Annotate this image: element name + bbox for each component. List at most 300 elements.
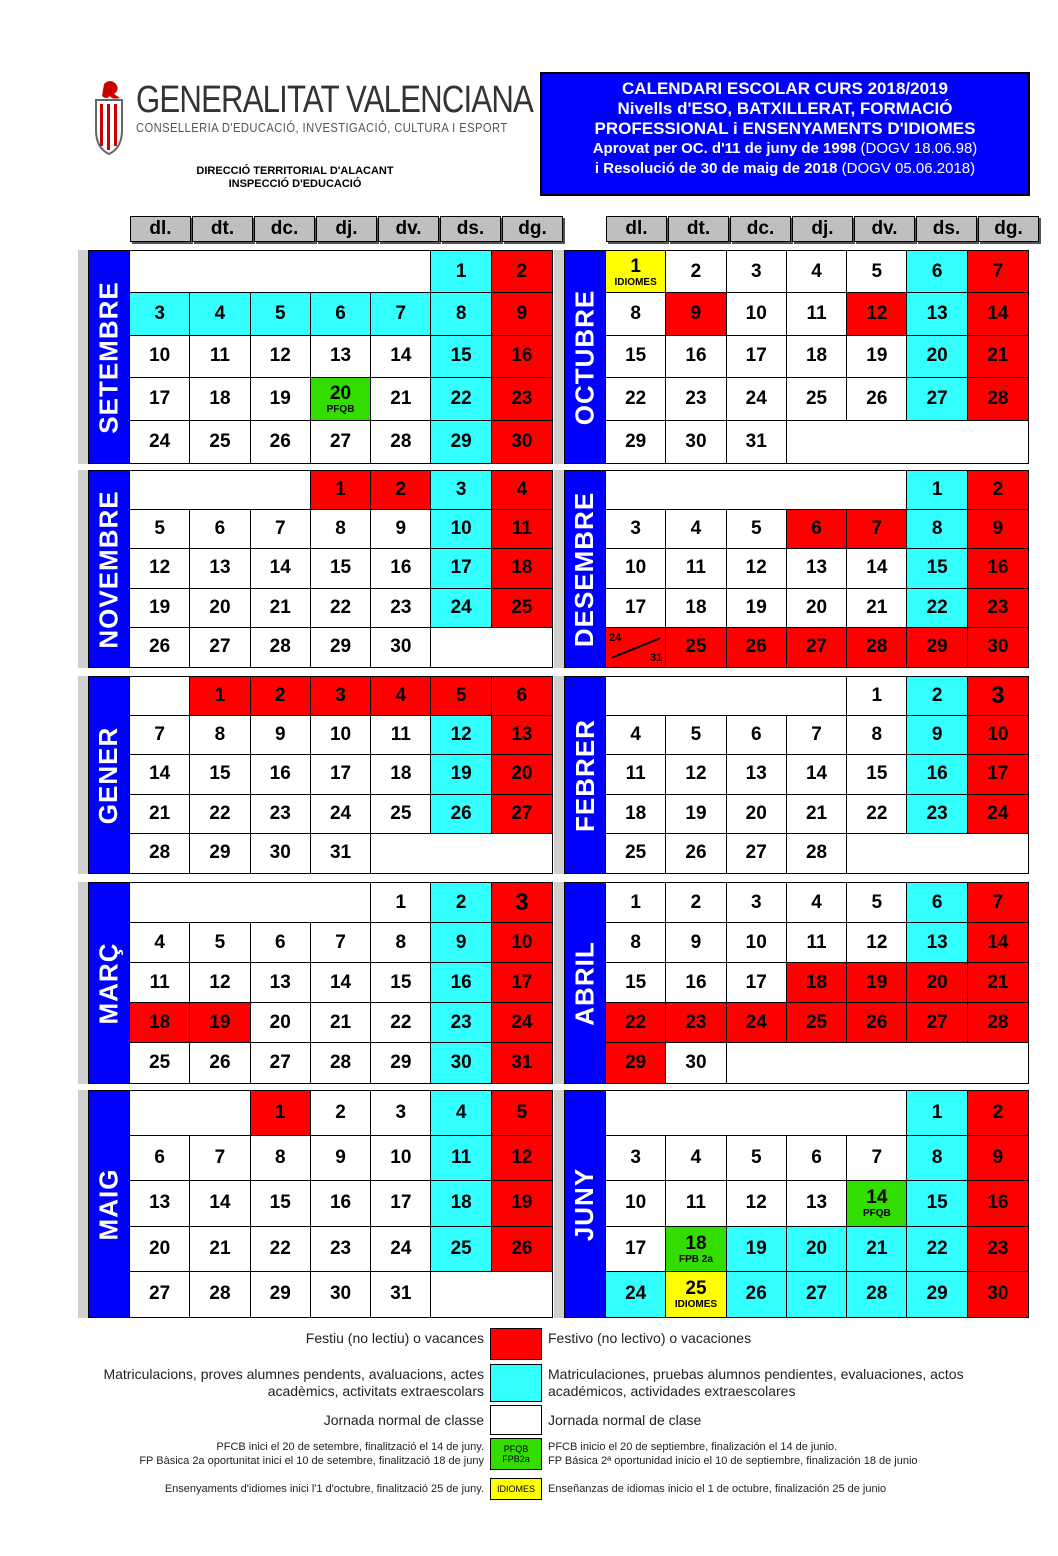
empty-cell [311, 883, 371, 923]
day-cell: 19 [130, 589, 190, 628]
weekday-2: dc. [730, 216, 791, 242]
weekday-3: dj. [316, 216, 377, 242]
day-cell: 22 [606, 378, 666, 420]
day-cell: 29 [190, 834, 250, 873]
legend-normal-swatch [490, 1405, 542, 1435]
day-cell: 21 [968, 963, 1028, 1003]
month-febrer [564, 676, 1029, 874]
day-cell: 19 [492, 1181, 552, 1226]
day-cell: 7 [968, 883, 1028, 923]
day-cell: 11 [431, 1136, 491, 1181]
empty-cell [968, 1043, 1028, 1083]
day-cell: 24 [311, 795, 371, 834]
legend-idiomes-es: Enseñanzas de idiomas inicio el 1 de octubre, finalización 25 de junio [548, 1483, 887, 1495]
day-cell: 4 [431, 1091, 491, 1136]
day-cell: 17 [130, 378, 190, 420]
legend-mat-es: Matriculaciones, pruebas alumnos pendientes, evaluaciones, actos académicos, actividades extraescolares [548, 1366, 964, 1399]
day-cell: 21 [251, 589, 311, 628]
day-cell: 13 [727, 755, 787, 794]
day-cell: 21 [847, 589, 907, 628]
day-cell: 13 [130, 1181, 190, 1226]
day-cell: 24 [727, 1003, 787, 1043]
empty-cell [130, 1091, 190, 1136]
empty-cell [847, 834, 907, 873]
day-cell: 10 [968, 716, 1028, 755]
day-cell: 5 [431, 677, 491, 716]
day-cell: 30 [968, 628, 1028, 667]
day-cell: 1 [431, 251, 491, 293]
day-cell: 16 [968, 1181, 1028, 1226]
day-cell: 25 IDIOMES [666, 1272, 726, 1317]
day-cell: 4 [666, 510, 726, 549]
day-cell: 23 [311, 1227, 371, 1272]
day-cell: 21 [190, 1227, 250, 1272]
day-cell: 4 [787, 883, 847, 923]
empty-cell [431, 1272, 491, 1317]
legend-pfcb-ca: PFCB inici el 20 de setembre, finalització el 14 de juny. FP Bàsica 2a oportunitat inici el 10 de setembre, finalització 18 de juny [139, 1441, 484, 1467]
territorial-line-2: INSPECCIÓ D'EDUCACIÓ [228, 178, 362, 190]
empty-cell [251, 883, 311, 923]
day-cell: 1 IDIOMES [606, 251, 666, 293]
day-cell: 16 [492, 336, 552, 378]
day-cell: 9 [371, 510, 431, 549]
empty-cell [968, 421, 1028, 463]
day-cell: 18 [787, 963, 847, 1003]
day-cell: 28 [251, 628, 311, 667]
day-cell: 9 [907, 716, 967, 755]
day-cell: 14 [787, 755, 847, 794]
day-cell: 11 [190, 336, 250, 378]
day-cell: 7 [847, 510, 907, 549]
day-cell: 5 [727, 1136, 787, 1181]
month-label: DESEMBRE [565, 471, 606, 667]
day-cell: 3 [606, 1136, 666, 1181]
day-cell: 25 [371, 795, 431, 834]
day-cell: 13 [907, 923, 967, 963]
empty-cell [666, 1091, 726, 1136]
empty-cell [666, 677, 726, 716]
month-label: ABRIL [565, 883, 606, 1083]
empty-cell [968, 834, 1028, 873]
day-cell: 25 [787, 378, 847, 420]
day-cell: 24 [606, 1272, 666, 1317]
day-cell: 14 [968, 923, 1028, 963]
day-cell: 6 [492, 677, 552, 716]
day-cell: 10 [311, 716, 371, 755]
legend-normal-ca: Jornada normal de classe [323, 1412, 484, 1428]
org-name: GENERALITAT VALENCIANA [136, 79, 533, 121]
day-cell: 14 [251, 549, 311, 588]
day-cell: 11 [666, 549, 726, 588]
day-cell: 10 [727, 293, 787, 335]
empty-cell [606, 677, 666, 716]
day-cell: 19 [727, 1227, 787, 1272]
day-cell: 6 [311, 293, 371, 335]
day-cell: 10 [727, 923, 787, 963]
month-maig [88, 1090, 553, 1318]
day-cell: 29 [311, 628, 371, 667]
day-cell: 14 [847, 549, 907, 588]
weekday-6: dg. [978, 216, 1039, 242]
day-cell: 29 [251, 1272, 311, 1317]
day-cell: 13 [311, 336, 371, 378]
day-cell: 22 [190, 795, 250, 834]
day-cell: 15 [907, 549, 967, 588]
empty-cell [492, 1272, 552, 1317]
day-cell: 8 [311, 510, 371, 549]
day-cell: 10 [431, 510, 491, 549]
day-cell: 17 [431, 549, 491, 588]
day-cell: 22 [907, 1227, 967, 1272]
day-cell: 13 [907, 293, 967, 335]
day-cell: 27 [787, 628, 847, 667]
day-cell: 3 [492, 883, 552, 923]
day-cell: 16 [371, 549, 431, 588]
weekday-1: dt. [192, 216, 253, 242]
month-novembre [88, 470, 553, 668]
day-cell: 13 [251, 963, 311, 1003]
day-cell: 26 [431, 795, 491, 834]
day-cell: 9 [251, 716, 311, 755]
day-cell: 7 [251, 510, 311, 549]
day-cell: 1 [371, 883, 431, 923]
month-juny [564, 1090, 1029, 1318]
day-cell: 17 [311, 755, 371, 794]
day-cell: 14 [371, 336, 431, 378]
day-cell: 3 [968, 677, 1028, 716]
day-cell: 21 [787, 795, 847, 834]
day-cell: 12 [847, 293, 907, 335]
day-cell: 19 [251, 378, 311, 420]
day-cell: 1 [251, 1091, 311, 1136]
day-cell: 22 [606, 1003, 666, 1043]
empty-cell [492, 834, 552, 873]
day-cell: 1 [606, 883, 666, 923]
day-cell: 30 [968, 1272, 1028, 1317]
day-cell: 23 [371, 589, 431, 628]
day-cell: 11 [787, 923, 847, 963]
empty-cell [431, 834, 491, 873]
coat-of-arms-icon [86, 78, 132, 158]
day-cell: 21 [847, 1227, 907, 1272]
day-cell: 8 [371, 923, 431, 963]
day-cell: 13 [787, 549, 847, 588]
day-cell: 23 [251, 795, 311, 834]
day-cell: 2 [311, 1091, 371, 1136]
day-cell: 27 [251, 1043, 311, 1083]
day-cell: 4 [190, 293, 250, 335]
day-cell: 15 [847, 755, 907, 794]
day-cell: 18 [787, 336, 847, 378]
day-cell: 19 [431, 755, 491, 794]
month-label: SETEMBRE [89, 251, 130, 463]
day-cell: 26 [251, 421, 311, 463]
day-cell: 10 [371, 1136, 431, 1181]
day-cell: 16 [431, 963, 491, 1003]
day-cell: 18 [371, 755, 431, 794]
day-cell: 9 [311, 1136, 371, 1181]
day-cell: 17 [606, 1227, 666, 1272]
legend-festiu-ca: Festiu (no lectiu) o vacances [305, 1330, 484, 1346]
day-cell: 24 [130, 421, 190, 463]
day-cell: 15 [190, 755, 250, 794]
day-cell: 20 [130, 1227, 190, 1272]
day-cell: 13 [492, 716, 552, 755]
day-cell: 4 [666, 1136, 726, 1181]
day-cell: 31 [727, 421, 787, 463]
month-label: JUNY [565, 1091, 606, 1317]
day-cell: 9 [431, 923, 491, 963]
empty-cell [847, 421, 907, 463]
empty-cell [311, 251, 371, 293]
day-cell: 20 PFQB [311, 378, 371, 420]
day-cell: 2 [371, 471, 431, 510]
day-cell: 30 [311, 1272, 371, 1317]
day-cell: 5 [130, 510, 190, 549]
day-cell: 11 [130, 963, 190, 1003]
day-cell: 16 [968, 549, 1028, 588]
day-cell: 14 PFQB [847, 1181, 907, 1226]
day-cell: 4 [130, 923, 190, 963]
day-cell: 14 [968, 293, 1028, 335]
day-cell: 3 [606, 510, 666, 549]
day-cell: 22 [431, 378, 491, 420]
day-cell: 26 [666, 834, 726, 873]
territorial-line-1: DIRECCIÓ TERRITORIAL D'ALACANT [196, 165, 394, 177]
day-cell: 7 [847, 1136, 907, 1181]
day-cell: 3 [311, 677, 371, 716]
legend-mat-ca: Matriculacions, proves alumnes pendents, avaluacions, actes acadèmics, activitats extraescolars [103, 1366, 484, 1399]
day-cell: 19 [847, 963, 907, 1003]
day-cell: 25 [431, 1227, 491, 1272]
day-cell: 18 [190, 378, 250, 420]
day-cell: 2 [968, 1091, 1028, 1136]
day-cell: 11 [787, 293, 847, 335]
empty-cell [190, 251, 250, 293]
day-cell: 20 [907, 963, 967, 1003]
day-cell: 28 [847, 628, 907, 667]
day-cell: 27 [492, 795, 552, 834]
day-cell: 24 31 [606, 628, 666, 667]
day-cell: 11 [492, 510, 552, 549]
day-cell: 12 [431, 716, 491, 755]
empty-cell [371, 251, 431, 293]
empty-cell [787, 677, 847, 716]
day-cell: 22 [907, 589, 967, 628]
day-cell: 16 [907, 755, 967, 794]
empty-cell [847, 1043, 907, 1083]
day-cell: 4 [492, 471, 552, 510]
day-cell: 20 [907, 336, 967, 378]
day-cell: 5 [847, 883, 907, 923]
weekday-4: dv. [378, 216, 439, 242]
day-cell: 6 [787, 1136, 847, 1181]
day-cell: 10 [606, 1181, 666, 1226]
day-cell: 21 [130, 795, 190, 834]
legend-pfcb-es: PFCB inicio el 20 de septiembre, finalización el 14 de junio. FP Básica 2ª oportunidad inicio el 10 de septiembre, finalización 18 de junio [548, 1441, 918, 1467]
month-març [88, 882, 553, 1084]
day-cell: 27 [907, 1003, 967, 1043]
day-cell: 25 [190, 421, 250, 463]
empty-cell [907, 1043, 967, 1083]
day-cell: 18 [492, 549, 552, 588]
day-cell: 6 [907, 883, 967, 923]
weekday-header-right [606, 216, 1040, 242]
empty-cell [727, 677, 787, 716]
day-cell: 5 [847, 251, 907, 293]
day-cell: 30 [371, 628, 431, 667]
empty-cell [251, 251, 311, 293]
day-cell: 2 [492, 251, 552, 293]
day-cell: 2 [666, 251, 726, 293]
day-cell: 9 [968, 510, 1028, 549]
title-line-3: PROFESSIONAL i ENSENYAMENTS D'IDIOMES [594, 119, 976, 138]
month-gener [88, 676, 553, 874]
day-cell: 8 [606, 293, 666, 335]
empty-cell [190, 471, 250, 510]
day-cell: 20 [492, 755, 552, 794]
month-label: MARÇ [89, 883, 130, 1083]
day-cell: 31 [492, 1043, 552, 1083]
day-cell: 16 [666, 963, 726, 1003]
day-cell: 29 [371, 1043, 431, 1083]
day-cell: 20 [727, 795, 787, 834]
day-cell: 30 [431, 1043, 491, 1083]
day-cell: 12 [251, 336, 311, 378]
empty-cell [847, 1091, 907, 1136]
legend-mat-swatch [490, 1364, 542, 1402]
day-cell: 25 [606, 834, 666, 873]
day-cell: 17 [727, 336, 787, 378]
day-cell: 27 [190, 628, 250, 667]
day-cell: 29 [431, 421, 491, 463]
day-cell: 8 [431, 293, 491, 335]
day-cell: 27 [130, 1272, 190, 1317]
day-cell: 12 [847, 923, 907, 963]
weekday-2: dc. [254, 216, 315, 242]
generalitat-logo [86, 78, 533, 158]
day-cell: 5 [251, 293, 311, 335]
day-cell: 28 [311, 1043, 371, 1083]
day-cell: 1 [907, 471, 967, 510]
day-cell: 5 [190, 923, 250, 963]
day-cell: 8 [606, 923, 666, 963]
day-cell: 15 [371, 963, 431, 1003]
day-cell: 30 [666, 421, 726, 463]
day-cell: 18 [606, 795, 666, 834]
day-cell: 4 [606, 716, 666, 755]
day-cell: 2 [431, 883, 491, 923]
month-octubre [564, 250, 1029, 464]
month-setembre [88, 250, 553, 464]
day-cell: 21 [968, 336, 1028, 378]
day-cell: 2 [907, 677, 967, 716]
empty-cell [907, 834, 967, 873]
day-cell: 20 [251, 1003, 311, 1043]
day-cell: 15 [251, 1181, 311, 1226]
month-label: OCTUBRE [565, 251, 606, 463]
day-cell: 26 [130, 628, 190, 667]
day-cell: 9 [492, 293, 552, 335]
day-cell: 15 [907, 1181, 967, 1226]
day-cell: 30 [666, 1043, 726, 1083]
legend-idiomes-swatch: IDIOMES [490, 1478, 542, 1500]
title-line-2: Nivells d'ESO, BATXILLERAT, FORMACIÓ [617, 99, 953, 118]
month-desembre [564, 470, 1029, 668]
day-cell: 8 [907, 510, 967, 549]
empty-cell [727, 1091, 787, 1136]
empty-cell [371, 834, 431, 873]
weekday-0: dl. [130, 216, 191, 242]
day-cell: 3 [727, 883, 787, 923]
empty-cell [190, 1091, 250, 1136]
day-cell: 15 [606, 963, 666, 1003]
day-cell: 6 [251, 923, 311, 963]
day-cell: 18 [130, 1003, 190, 1043]
day-cell: 25 [130, 1043, 190, 1083]
day-cell: 1 [847, 677, 907, 716]
title-line-1: CALENDARI ESCOLAR CURS 2018/2019 [622, 79, 948, 98]
day-cell: 15 [311, 549, 371, 588]
day-cell: 24 [968, 795, 1028, 834]
empty-cell [431, 628, 491, 667]
day-cell: 12 [492, 1136, 552, 1181]
day-cell: 29 [907, 628, 967, 667]
day-cell: 7 [787, 716, 847, 755]
day-cell: 22 [251, 1227, 311, 1272]
day-cell: 27 [907, 378, 967, 420]
day-cell: 29 [606, 1043, 666, 1083]
day-cell: 16 [666, 336, 726, 378]
day-cell: 23 [431, 1003, 491, 1043]
day-cell: 16 [251, 755, 311, 794]
day-cell: 10 [130, 336, 190, 378]
day-cell: 6 [130, 1136, 190, 1181]
day-cell: 11 [606, 755, 666, 794]
day-cell: 3 [371, 1091, 431, 1136]
day-cell: 7 [968, 251, 1028, 293]
legend-idiomes-ca: Ensenyaments d'idiomes inici l'1 d'octubre, finalització 25 de juny. [164, 1483, 484, 1495]
day-cell: 3 [431, 471, 491, 510]
day-cell: 19 [847, 336, 907, 378]
day-cell: 23 [666, 378, 726, 420]
day-cell: 27 [311, 421, 371, 463]
empty-cell [606, 1091, 666, 1136]
day-cell: 10 [606, 549, 666, 588]
day-cell: 20 [787, 1227, 847, 1272]
day-cell: 1 [907, 1091, 967, 1136]
day-cell: 2 [251, 677, 311, 716]
day-cell: 28 [371, 421, 431, 463]
day-cell: 26 [847, 1003, 907, 1043]
day-cell: 26 [727, 628, 787, 667]
empty-cell [130, 471, 190, 510]
day-cell: 8 [190, 716, 250, 755]
day-cell: 2 [666, 883, 726, 923]
day-cell: 25 [492, 589, 552, 628]
legend-festiu-swatch [490, 1328, 542, 1360]
empty-cell [787, 1091, 847, 1136]
day-cell: 28 [968, 378, 1028, 420]
dept-name: CONSELLERIA D'EDUCACIÓ, INVESTIGACIÓ, CULTURA I ESPORT [136, 120, 508, 135]
day-cell: 8 [251, 1136, 311, 1181]
day-cell: 19 [666, 795, 726, 834]
empty-cell [787, 421, 847, 463]
day-cell: 26 [492, 1227, 552, 1272]
day-cell: 4 [787, 251, 847, 293]
weekday-3: dj. [792, 216, 853, 242]
day-cell: 23 [666, 1003, 726, 1043]
